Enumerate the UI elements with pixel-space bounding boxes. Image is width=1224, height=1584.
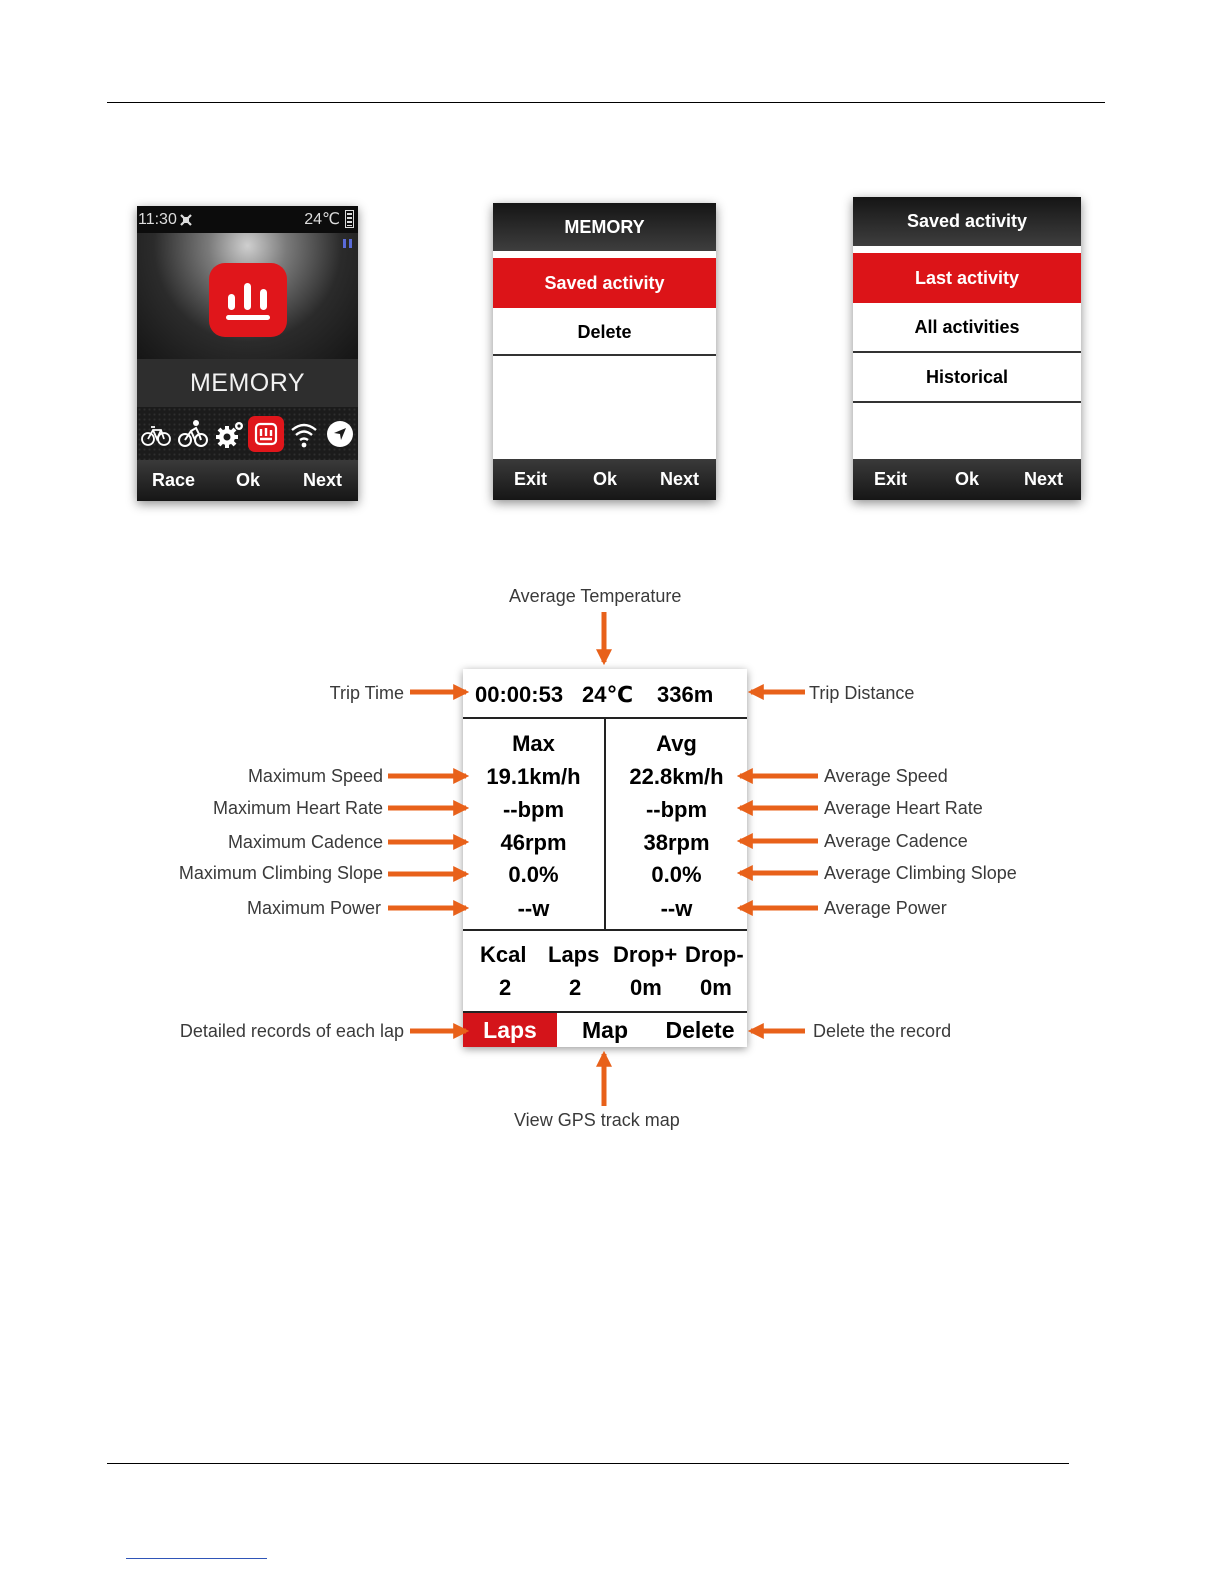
avg-header: Avg bbox=[656, 731, 697, 756]
max-heart-rate-value: --bpm bbox=[502, 797, 565, 822]
max-header: Max bbox=[512, 731, 555, 756]
exit-softkey[interactable]: Exit bbox=[874, 469, 908, 489]
temperature-readout: 24℃ bbox=[304, 211, 340, 228]
label-max-cadence: Maximum Cadence bbox=[227, 832, 383, 852]
next-softkey[interactable]: Next bbox=[303, 470, 343, 490]
label-average-temperature: Average Temperature bbox=[509, 586, 682, 606]
menu-item-delete[interactable]: Delete bbox=[493, 308, 716, 356]
screen-title: MEMORY bbox=[137, 359, 358, 407]
drop-plus-value: 0m bbox=[630, 975, 662, 1000]
avg-power-value: --w bbox=[660, 896, 693, 921]
label-max-heart-rate: Maximum Heart Rate bbox=[212, 798, 383, 818]
next-softkey[interactable]: Next bbox=[660, 469, 700, 489]
laps-header: Laps bbox=[548, 942, 600, 967]
label-avg-cadence: Average Cadence bbox=[824, 831, 968, 851]
avg-speed-value: 22.8km/h bbox=[629, 764, 724, 789]
menu-item-last-activity[interactable]: Last activity bbox=[853, 253, 1081, 303]
label-max-power: Maximum Power bbox=[246, 898, 381, 918]
next-softkey[interactable]: Next bbox=[1024, 469, 1064, 489]
avg-temperature-value: 24℃ bbox=[582, 682, 634, 707]
exit-softkey[interactable]: Exit bbox=[514, 469, 548, 489]
drop-minus-value: 0m bbox=[700, 975, 732, 1000]
map-button[interactable]: Map bbox=[582, 1017, 628, 1043]
ok-softkey[interactable]: Ok bbox=[955, 469, 980, 489]
avg-heart-rate-value: --bpm bbox=[645, 797, 708, 822]
avg-cadence-value: 38rpm bbox=[643, 830, 710, 855]
label-map-note: View GPS track map bbox=[514, 1110, 680, 1130]
kcal-value: 2 bbox=[499, 975, 512, 1000]
delete-button[interactable]: Delete bbox=[665, 1017, 735, 1043]
label-avg-speed: Average Speed bbox=[824, 766, 948, 786]
drop-minus-header: Drop- bbox=[685, 942, 744, 967]
menu-item-historical[interactable]: Historical bbox=[853, 353, 1081, 403]
avg-slope-value: 0.0% bbox=[651, 862, 702, 887]
label-trip-distance: Trip Distance bbox=[809, 683, 915, 703]
max-slope-value: 0.0% bbox=[508, 862, 559, 887]
ok-softkey[interactable]: Ok bbox=[593, 469, 618, 489]
label-max-speed: Maximum Speed bbox=[247, 766, 383, 786]
clock-time: 11:30 bbox=[138, 211, 177, 228]
trip-distance-value: 336m bbox=[657, 682, 714, 707]
kcal-header: Kcal bbox=[480, 942, 527, 967]
menu-item-all-activities[interactable]: All activities bbox=[853, 303, 1081, 353]
ok-softkey[interactable]: Ok bbox=[236, 470, 261, 490]
label-laps-note: Detailed records of each lap bbox=[179, 1021, 404, 1041]
label-avg-power: Average Power bbox=[824, 898, 947, 918]
trip-time-value: 00:00:53 bbox=[475, 682, 564, 707]
laps-value: 2 bbox=[569, 975, 582, 1000]
menu-header: MEMORY bbox=[493, 203, 716, 258]
label-avg-heart-rate: Average Heart Rate bbox=[824, 798, 983, 818]
race-softkey[interactable]: Race bbox=[152, 470, 196, 490]
max-cadence-value: 46rpm bbox=[500, 830, 567, 855]
drop-plus-header: Drop+ bbox=[613, 942, 678, 967]
label-trip-time: Trip Time bbox=[329, 683, 404, 703]
menu-item-saved-activity[interactable]: Saved activity bbox=[493, 258, 716, 308]
menu-header: Saved activity bbox=[853, 197, 1081, 253]
label-max-slope: Maximum Climbing Slope bbox=[178, 863, 383, 883]
label-avg-slope: Average Climbing Slope bbox=[824, 863, 1017, 883]
laps-button[interactable]: Laps bbox=[463, 1013, 557, 1047]
label-delete-note: Delete the record bbox=[813, 1021, 952, 1041]
max-speed-value: 19.1km/h bbox=[486, 764, 581, 789]
max-power-value: --w bbox=[517, 896, 550, 921]
